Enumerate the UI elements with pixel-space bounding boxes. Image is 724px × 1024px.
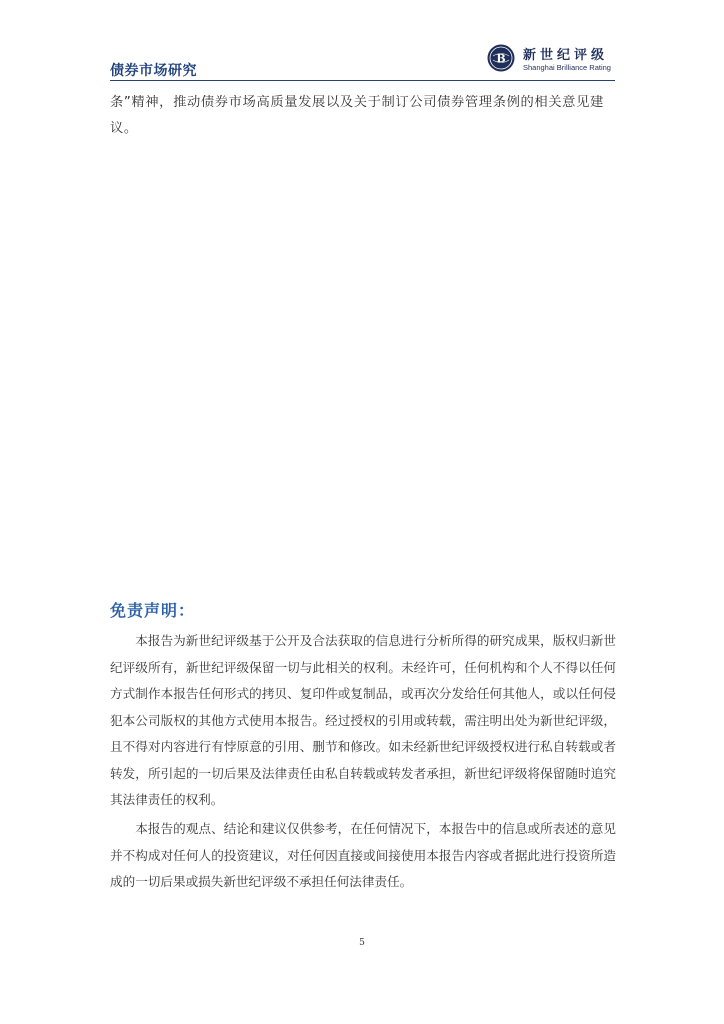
logo-emblem-icon bbox=[487, 44, 515, 72]
continuation-paragraph: 条”精神，推动债券市场高质量发展以及关于制订公司债券管理条例的相关意见建议。 bbox=[110, 95, 604, 136]
logo-chinese-name: 新世纪评级 bbox=[523, 48, 609, 63]
brand-logo bbox=[487, 40, 615, 76]
header-title: 债券市场研究 bbox=[110, 63, 197, 79]
logo-mark-letter: B bbox=[496, 52, 506, 65]
disclaimer-paragraph-1: 本报告为新世纪评级基于公开及合法获取的信息进行分析所得的研究成果，版权归新世纪评级所有，新世纪评级保留一切与此相关的权利。未经许可，任何机构和个人不得以任何方式制作本报告任何形式的拷贝、复印件或复制品，或再次分发给任何其他人，或以任何侵犯本公司版权的其他方式使用本报告。经过授权的引用或转载，需注明出处为新世纪评级，且不得对内容进行有悖原意的引用、删节和修改。如未经新世纪评级授权进行私自转载或者转发，所引起的一切后果及法律责任由私自转载或转发者承担，新世纪评级将保留随时追究其法律责任的权利。 bbox=[110, 633, 616, 807]
disclaimer-title: 免责声明： bbox=[110, 601, 196, 620]
header-divider bbox=[110, 80, 615, 81]
page-number: 5 bbox=[359, 938, 365, 948]
logo-english-name: Shanghai Brilliance Rating bbox=[523, 63, 611, 72]
page-header bbox=[110, 40, 615, 82]
disclaimer-paragraph-2: 本报告的观点、结论和建议仅供参考，在任何情况下，本报告中的信息或所表述的意见并不构成对任何人的投资建议，对任何因直接或间接使用本报告内容或者据此进行投资所造成的一切后果或损失新世纪评级不承担任何法律责任。 bbox=[110, 821, 616, 889]
